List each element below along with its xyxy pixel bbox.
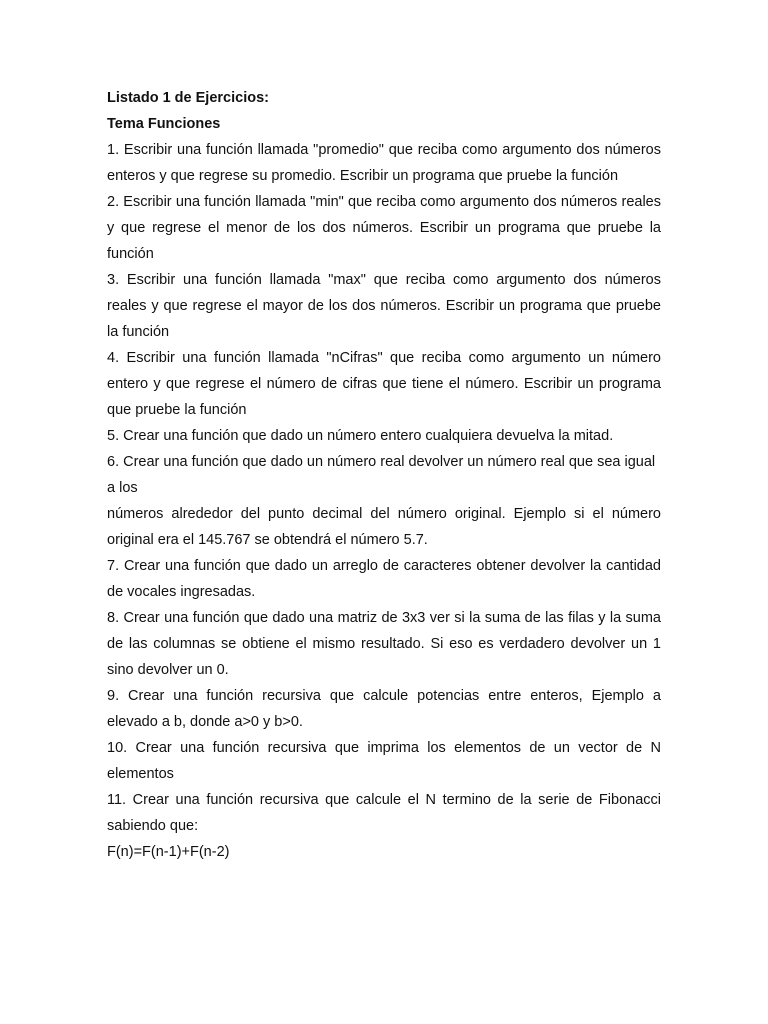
- exercise-item-10: 10. Crear una función recursiva que imprima los elementos de un vector de N elementos: [107, 740, 661, 782]
- exercise-item-8: 8. Crear una función que dado una matriz de 3x3 ver si la suma de las filas y la suma de las columnas se obtiene el mismo resultado. Si eso es verdadero devolver un 1 sino devolver un 0.: [107, 610, 661, 678]
- exercise-item-6-continued: números alrededor del punto decimal del número original. Ejemplo si el número original era el 145.767 se obtendrá el número 5.7.: [107, 506, 661, 548]
- exercise-item-2: 2. Escribir una función llamada "min" que reciba como argumento dos números reales y que regrese el menor de los dos números. Escribir un programa que pruebe la función: [107, 194, 661, 262]
- exercise-item-6: 6. Crear una función que dado un número real devolver un número real que sea igual a los: [107, 454, 656, 496]
- document-page: [107, 85, 661, 865]
- fibonacci-formula: F(n)=F(n-1)+F(n-2): [107, 844, 230, 860]
- document-subtitle: Tema Funciones: [107, 116, 221, 132]
- exercise-item-3: 3. Escribir una función llamada "max" que reciba como argumento dos números reales y que regrese el mayor de los dos números. Escribir un programa que pruebe la función: [107, 272, 661, 340]
- exercise-item-11: 11. Crear una función recursiva que calcule el N termino de la serie de Fibonacci sabiendo que:: [107, 792, 661, 834]
- exercise-item-7: 7. Crear una función que dado un arreglo de caracteres obtener devolver la cantidad de vocales ingresadas.: [107, 558, 661, 600]
- document-title: Listado 1 de Ejercicios:: [107, 90, 269, 106]
- exercise-item-9: 9. Crear una función recursiva que calcule potencias entre enteros, Ejemplo a elevado a b, donde a>0 y b>0.: [107, 688, 661, 730]
- exercise-item-4: 4. Escribir una función llamada "nCifras" que reciba como argumento un número entero y que regrese el número de cifras que tiene el número. Escribir un programa que pruebe la función: [107, 350, 661, 418]
- exercise-item-1: 1. Escribir una función llamada "promedio" que reciba como argumento dos números enteros y que regrese su promedio. Escribir un programa que pruebe la función: [107, 142, 661, 184]
- exercise-item-5: 5. Crear una función que dado un número entero cualquiera devuelva la mitad.: [107, 428, 614, 444]
